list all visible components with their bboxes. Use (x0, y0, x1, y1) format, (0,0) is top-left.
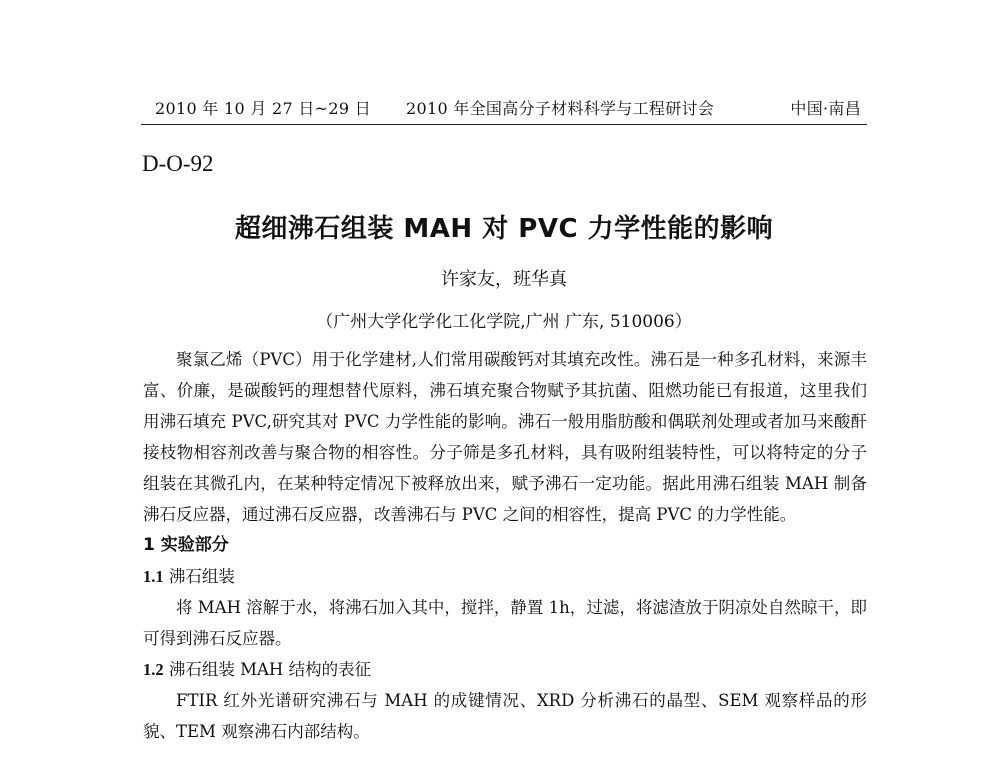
paper-affiliation: （广州大学化学化工化学院,广州 广东, 510006） (316, 312, 692, 332)
header-conference: 2010 年全国高分子材料科学与工程研讨会 (406, 99, 715, 118)
subsection-heading-1-2 (143, 654, 867, 685)
section-title: 实验部分 (160, 535, 229, 555)
paper-authors: 许家友，班华真 (441, 269, 567, 290)
header-date: 2010 年 10 月 27 日~29 日 (155, 99, 372, 118)
subsection-title: 沸石组装 MAH 结构的表征 (168, 660, 372, 679)
section-number: 1 (143, 535, 155, 555)
subsection-title: 沸石组装 (168, 567, 235, 586)
paper-title: 超细沸石组装 MAH 对 PVC 力学性能的影响 (234, 214, 774, 244)
running-header (141, 96, 867, 124)
subsection-number: 1.1 (143, 567, 164, 586)
abstract-paragraph: 聚氯乙烯（PVC）用于化学建材,人们常用碳酸钙对其填充改性。沸石是一种多孔材料，来源丰富、价廉，是碳酸钙的理想替代原料，沸石填充聚合物赋予其抗菌、阻燃功能已有报道，这里我们用沸石填充 PVC,研究其对 PVC 力学性能的影响。沸石一般用脂肪酸和偶联剂处理或者加马来酸酐接枝物相容剂改善与聚合物的相容性。分子筛是多孔材料，具有吸附组装特性，可以将特定的分子组装在其微孔内，在某种特定情况下被释放出来，赋予沸石一定功能。据此用沸石组装 MAH 制备沸石反应器，通过沸石反应器，改善沸石与 PVC 之间的相容性，提高 PVC 的力学性能。 (143, 350, 867, 524)
header-location: 中国·南昌 (790, 99, 861, 118)
subsection-number: 1.2 (143, 660, 164, 679)
paper-body (143, 344, 867, 747)
section-heading-1 (143, 530, 867, 561)
subsection-1-2-paragraph: FTIR 红外光谱研究沸石与 MAH 的成键情况、XRD 分析沸石的晶型、SEM 观察样品的形貌、TEM 观察沸石内部结构。 (143, 691, 867, 741)
paper-id: D-O-92 (142, 151, 214, 176)
subsection-1-1-paragraph: 将 MAH 溶解于水，将沸石加入其中，搅拌，静置 1h，过滤，将滤渣放于阴凉处自然晾干，即可得到沸石反应器。 (143, 598, 867, 648)
subsection-heading-1-1 (143, 561, 867, 592)
header-rule (141, 124, 867, 125)
